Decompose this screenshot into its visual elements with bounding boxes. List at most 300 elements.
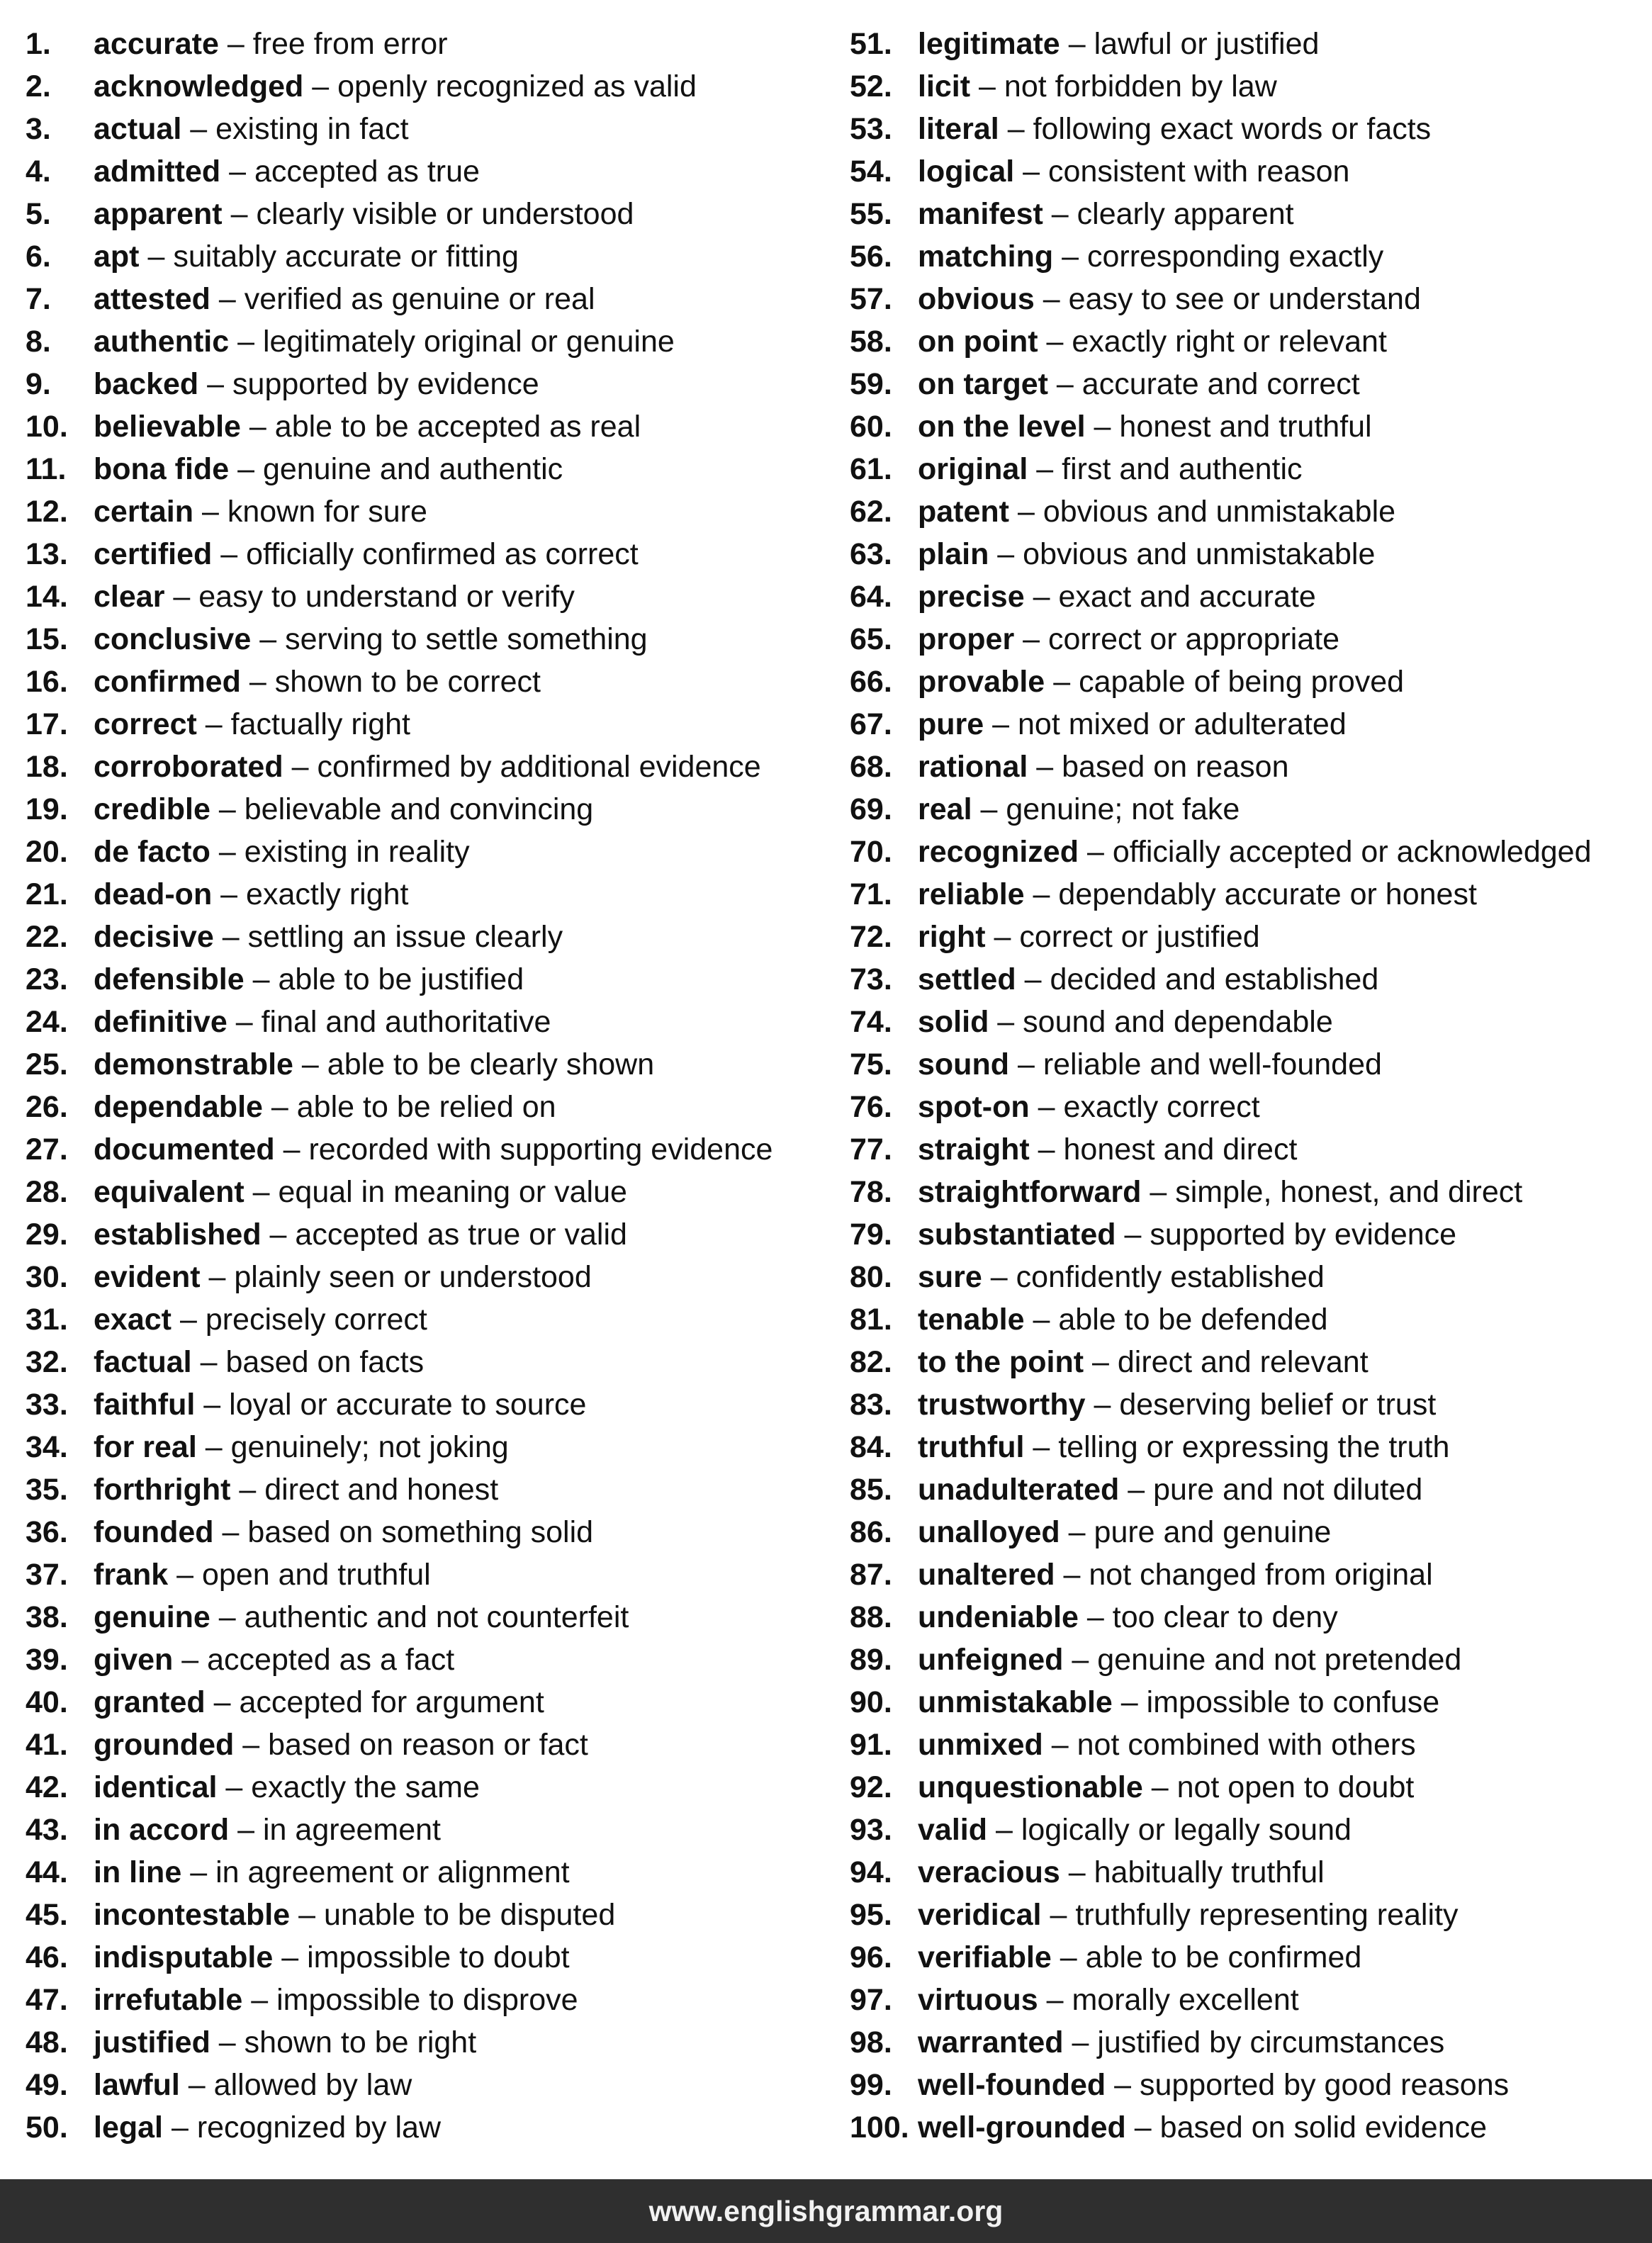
item-term: tenable	[918, 1303, 1025, 1337]
item-dash: –	[1017, 1047, 1035, 1081]
item-term: corroborated	[94, 750, 283, 784]
list-item	[850, 1553, 1643, 1596]
item-term: to the point	[918, 1345, 1084, 1379]
item-definition: pure and not diluted	[1153, 1473, 1423, 1507]
list-item	[26, 363, 826, 405]
item-definition: truthfully representing reality	[1075, 1898, 1459, 1932]
item-number: 16.	[26, 665, 68, 699]
item-number: 68.	[850, 750, 892, 784]
item-dash: –	[1043, 282, 1060, 316]
list-item	[850, 1724, 1643, 1766]
item-dash: –	[1062, 240, 1079, 274]
item-definition: based on reason or fact	[268, 1728, 588, 1762]
item-term: unmixed	[918, 1728, 1043, 1762]
item-number: 61.	[850, 452, 892, 486]
item-term: undeniable	[918, 1600, 1079, 1634]
item-term: grounded	[94, 1728, 235, 1762]
item-term: precise	[918, 580, 1025, 614]
list-item	[26, 1681, 826, 1724]
item-term: for real	[94, 1430, 197, 1464]
item-term: in line	[94, 1855, 182, 1889]
list-item	[26, 1128, 826, 1171]
list-item	[850, 1851, 1643, 1894]
item-number: 40.	[26, 1685, 68, 1719]
list-item	[850, 2106, 1643, 2149]
item-number: 20.	[26, 835, 68, 869]
list-item	[26, 533, 826, 575]
item-definition: serving to settle something	[285, 622, 648, 656]
item-number: 2.	[26, 69, 51, 103]
item-term: licit	[918, 69, 971, 103]
list-item	[26, 703, 826, 746]
item-number: 56.	[850, 240, 892, 274]
item-term: accurate	[94, 27, 219, 61]
list-item	[26, 448, 826, 490]
item-term: trustworthy	[918, 1388, 1086, 1422]
item-dash: –	[213, 1685, 231, 1719]
item-number: 59.	[850, 367, 892, 401]
item-number: 3.	[26, 112, 51, 146]
item-number: 94.	[850, 1855, 892, 1889]
item-definition: morally excellent	[1072, 1983, 1299, 2017]
item-number: 65.	[850, 622, 892, 656]
item-dash: –	[1036, 750, 1054, 784]
list-item	[850, 533, 1643, 575]
list-item	[850, 1936, 1643, 1979]
item-number: 80.	[850, 1260, 892, 1294]
item-number: 27.	[26, 1132, 68, 1167]
item-term: justified	[94, 2025, 210, 2059]
item-dash: –	[1023, 154, 1040, 189]
item-number: 75.	[850, 1047, 892, 1081]
list-item	[850, 575, 1643, 618]
item-number: 95.	[850, 1898, 892, 1932]
item-definition: recorded with supporting evidence	[308, 1132, 773, 1167]
item-term: attested	[94, 282, 210, 316]
item-number: 53.	[850, 112, 892, 146]
item-dash: –	[222, 1515, 240, 1549]
item-dash: –	[229, 154, 247, 189]
list-item	[850, 958, 1643, 1001]
item-definition: able to be defended	[1058, 1303, 1328, 1337]
item-definition: accepted as a fact	[207, 1643, 455, 1677]
item-dash: –	[1063, 1558, 1081, 1592]
item-number: 7.	[26, 282, 51, 316]
item-term: authentic	[94, 325, 230, 359]
list-item	[26, 108, 826, 150]
list-item	[26, 788, 826, 831]
item-number: 85.	[850, 1473, 892, 1507]
item-number: 89.	[850, 1643, 892, 1677]
item-term: certified	[94, 537, 213, 571]
item-dash: –	[218, 282, 236, 316]
list-item	[26, 1213, 826, 1256]
item-definition: justified by circumstances	[1097, 2025, 1445, 2059]
item-dash: –	[1033, 580, 1050, 614]
item-dash: –	[995, 1813, 1013, 1847]
item-dash: –	[1151, 1770, 1169, 1804]
item-dash: –	[1072, 2025, 1089, 2059]
footer-url[interactable]: www.englishgrammar.org	[648, 2195, 1004, 2227]
item-dash: –	[179, 1303, 197, 1337]
item-term: unfeigned	[918, 1643, 1064, 1677]
item-dash: –	[1033, 1430, 1050, 1464]
item-term: established	[94, 1218, 262, 1252]
item-term: legal	[94, 2110, 163, 2144]
item-dash: –	[235, 1005, 253, 1039]
list-item	[26, 1809, 826, 1851]
list-item	[26, 618, 826, 660]
item-number: 11.	[26, 452, 67, 486]
item-term: genuine	[94, 1600, 210, 1634]
item-definition: not forbidden by law	[1004, 69, 1277, 103]
item-definition: honest and direct	[1063, 1132, 1298, 1167]
item-definition: honest and truthful	[1119, 410, 1372, 444]
item-number: 1.	[26, 27, 51, 61]
item-term: acknowledged	[94, 69, 304, 103]
list-item	[26, 2021, 826, 2064]
item-number: 5.	[26, 197, 51, 231]
item-term: irrefutable	[94, 1983, 243, 2017]
item-number: 64.	[850, 580, 892, 614]
item-dash: –	[1150, 1175, 1167, 1209]
item-definition: suitably accurate or fitting	[173, 240, 519, 274]
item-number: 45.	[26, 1898, 68, 1932]
item-term: sound	[918, 1047, 1009, 1081]
item-definition: pure and genuine	[1094, 1515, 1332, 1549]
item-number: 82.	[850, 1345, 892, 1379]
item-definition: correct or justified	[1019, 920, 1260, 954]
list-item	[850, 320, 1643, 363]
item-number: 51.	[850, 27, 892, 61]
item-definition: accepted for argument	[239, 1685, 544, 1719]
item-term: apt	[94, 240, 140, 274]
item-number: 32.	[26, 1345, 68, 1379]
item-dash: –	[980, 792, 998, 826]
item-term: logical	[918, 154, 1015, 189]
list-item	[26, 1553, 826, 1596]
item-number: 28.	[26, 1175, 68, 1209]
item-term: warranted	[918, 2025, 1064, 2059]
list-item	[850, 746, 1643, 788]
item-term: de facto	[94, 835, 210, 869]
list-item	[26, 150, 826, 193]
item-definition: officially accepted or acknowledged	[1112, 835, 1592, 869]
list-item	[850, 831, 1643, 873]
item-term: decisive	[94, 920, 214, 954]
item-definition: easy to see or understand	[1068, 282, 1421, 316]
item-term: forthright	[94, 1473, 231, 1507]
item-dash: –	[1068, 1515, 1086, 1549]
item-definition: genuinely; not joking	[230, 1430, 509, 1464]
item-definition: clearly visible or understood	[256, 197, 634, 231]
item-term: recognized	[918, 835, 1079, 869]
item-dash: –	[1051, 197, 1069, 231]
item-term: demonstrable	[94, 1047, 293, 1081]
list-item	[850, 1894, 1643, 1936]
item-definition: obvious and unmistakable	[1023, 537, 1376, 571]
item-term: evident	[94, 1260, 201, 1294]
item-definition: in agreement or alignment	[215, 1855, 570, 1889]
item-number: 90.	[850, 1685, 892, 1719]
item-dash: –	[239, 1473, 257, 1507]
item-number: 63.	[850, 537, 892, 571]
item-definition: lawful or justified	[1094, 27, 1320, 61]
item-number: 66.	[850, 665, 892, 699]
list-item	[850, 1341, 1643, 1383]
item-number: 72.	[850, 920, 892, 954]
item-definition: shown to be right	[244, 2025, 477, 2059]
list-item	[26, 1256, 826, 1298]
item-dash: –	[218, 835, 236, 869]
item-dash: –	[218, 1600, 236, 1634]
item-definition: factually right	[230, 707, 410, 741]
item-number: 21.	[26, 877, 68, 911]
item-definition: based on solid evidence	[1159, 2110, 1488, 2144]
item-term: legitimate	[918, 27, 1060, 61]
list-item	[850, 1043, 1643, 1086]
item-definition: allowed by law	[213, 2068, 412, 2102]
item-dash: –	[188, 2068, 206, 2102]
item-dash: –	[252, 1175, 270, 1209]
item-dash: –	[298, 1898, 316, 1932]
item-dash: –	[269, 1218, 287, 1252]
item-definition: impossible to confuse	[1146, 1685, 1440, 1719]
item-number: 67.	[850, 707, 892, 741]
item-number: 87.	[850, 1558, 892, 1592]
item-dash: –	[997, 537, 1015, 571]
item-number: 8.	[26, 325, 51, 359]
item-term: documented	[94, 1132, 275, 1167]
item-term: certain	[94, 495, 194, 529]
list-item	[850, 363, 1643, 405]
item-dash: –	[218, 792, 236, 826]
item-dash: –	[222, 920, 240, 954]
item-definition: clearly apparent	[1077, 197, 1294, 231]
item-definition: exact and accurate	[1058, 580, 1316, 614]
item-definition: believable and convincing	[244, 792, 594, 826]
item-number: 39.	[26, 1643, 68, 1677]
list-item	[26, 1383, 826, 1426]
item-definition: shown to be correct	[274, 665, 541, 699]
list-item	[850, 1979, 1643, 2021]
item-term: founded	[94, 1515, 214, 1549]
list-item	[26, 1001, 826, 1043]
item-definition: impossible to disprove	[276, 1983, 578, 2017]
item-number: 69.	[850, 792, 892, 826]
list-item	[26, 660, 826, 703]
item-number: 93.	[850, 1813, 892, 1847]
item-dash: –	[1124, 1218, 1142, 1252]
item-number: 62.	[850, 495, 892, 529]
item-term: definitive	[94, 1005, 227, 1039]
list-item	[850, 703, 1643, 746]
item-definition: logically or legally sound	[1021, 1813, 1352, 1847]
list-item	[26, 1851, 826, 1894]
list-item	[26, 1298, 826, 1341]
item-term: matching	[918, 240, 1054, 274]
item-definition: officially confirmed as correct	[246, 537, 639, 571]
item-term: well-grounded	[918, 2110, 1126, 2144]
item-dash: –	[992, 707, 1010, 741]
item-number: 77.	[850, 1132, 892, 1167]
list-item	[26, 958, 826, 1001]
list-item	[26, 1638, 826, 1681]
item-term: unalloyed	[918, 1515, 1060, 1549]
item-dash: –	[190, 1855, 208, 1889]
item-term: indisputable	[94, 1940, 274, 1974]
list-item	[850, 65, 1643, 108]
list-item	[26, 278, 826, 320]
list-item	[26, 320, 826, 363]
item-dash: –	[173, 580, 191, 614]
list-item	[26, 916, 826, 958]
item-term: conclusive	[94, 622, 252, 656]
item-dash: –	[249, 410, 266, 444]
item-term: incontestable	[94, 1898, 291, 1932]
list-item	[850, 278, 1643, 320]
item-term: faithful	[94, 1388, 196, 1422]
item-dash: –	[1017, 495, 1035, 529]
item-number: 55.	[850, 197, 892, 231]
item-number: 73.	[850, 962, 892, 996]
item-dash: –	[301, 1047, 319, 1081]
item-dash: –	[1068, 27, 1086, 61]
item-number: 37.	[26, 1558, 68, 1592]
item-dash: –	[237, 325, 255, 359]
item-term: literal	[918, 112, 999, 146]
item-definition: not combined with others	[1077, 1728, 1416, 1762]
list-item	[850, 1256, 1643, 1298]
list-item	[850, 1596, 1643, 1638]
item-dash: –	[1134, 2110, 1152, 2144]
item-definition: following exact words or facts	[1033, 112, 1432, 146]
item-definition: accurate and correct	[1081, 367, 1360, 401]
list-item	[850, 1171, 1643, 1213]
list-item	[850, 150, 1643, 193]
item-definition: first and authentic	[1062, 452, 1303, 486]
item-number: 43.	[26, 1813, 68, 1847]
item-dash: –	[1092, 1345, 1109, 1379]
item-dash: –	[259, 622, 277, 656]
item-dash: –	[176, 1558, 194, 1592]
item-dash: –	[237, 452, 254, 486]
item-term: provable	[918, 665, 1045, 699]
item-term: exact	[94, 1303, 172, 1337]
item-number: 26.	[26, 1090, 68, 1124]
item-definition: equal in meaning or value	[278, 1175, 627, 1209]
word-list-column-right	[850, 23, 1643, 2149]
item-definition: confidently established	[1016, 1260, 1325, 1294]
item-term: valid	[918, 1813, 987, 1847]
item-dash: –	[1086, 1600, 1104, 1634]
item-number: 18.	[26, 750, 68, 784]
item-dash: –	[1094, 1388, 1111, 1422]
item-number: 38.	[26, 1600, 68, 1634]
item-definition: existing in reality	[244, 835, 470, 869]
item-number: 74.	[850, 1005, 892, 1039]
item-dash: –	[1114, 2068, 1132, 2102]
item-number: 54.	[850, 154, 892, 189]
item-definition: loyal or accurate to source	[229, 1388, 587, 1422]
item-term: confirmed	[94, 665, 241, 699]
list-item	[26, 1426, 826, 1468]
item-term: actual	[94, 112, 182, 146]
item-number: 10.	[26, 410, 68, 444]
item-number: 44.	[26, 1855, 68, 1889]
list-item	[26, 1936, 826, 1979]
item-term: defensible	[94, 962, 245, 996]
list-item	[850, 108, 1643, 150]
item-number: 35.	[26, 1473, 68, 1507]
list-item	[850, 788, 1643, 831]
list-item	[850, 1213, 1643, 1256]
list-item	[26, 1511, 826, 1553]
item-term: equivalent	[94, 1175, 245, 1209]
list-item	[26, 235, 826, 278]
item-number: 70.	[850, 835, 892, 869]
item-definition: accepted as true	[254, 154, 480, 189]
item-definition: able to be confirmed	[1085, 1940, 1362, 1974]
item-dash: –	[1033, 877, 1050, 911]
item-definition: unable to be disputed	[324, 1898, 616, 1932]
item-term: dead-on	[94, 877, 213, 911]
list-item	[850, 1086, 1643, 1128]
item-term: proper	[918, 622, 1015, 656]
list-item	[850, 1809, 1643, 1851]
item-term: original	[918, 452, 1028, 486]
item-definition: accepted as true or valid	[295, 1218, 627, 1252]
item-definition: based on something solid	[247, 1515, 594, 1549]
item-dash: –	[283, 1132, 300, 1167]
item-number: 50.	[26, 2110, 68, 2144]
item-term: real	[918, 792, 972, 826]
item-dash: –	[190, 112, 208, 146]
item-number: 14.	[26, 580, 68, 614]
item-number: 92.	[850, 1770, 892, 1804]
item-definition: consistent with reason	[1048, 154, 1350, 189]
item-number: 49.	[26, 2068, 68, 2102]
item-number: 60.	[850, 410, 892, 444]
item-number: 98.	[850, 2025, 892, 2059]
item-term: on target	[918, 367, 1048, 401]
item-definition: easy to understand or verify	[198, 580, 575, 614]
item-definition: supported by evidence	[232, 367, 539, 401]
item-definition: known for sure	[227, 495, 427, 529]
list-item	[26, 2106, 826, 2149]
item-definition: not open to doubt	[1176, 1770, 1415, 1804]
item-dash: –	[979, 69, 996, 103]
list-item	[850, 1511, 1643, 1553]
item-definition: able to be accepted as real	[274, 410, 641, 444]
item-dash: –	[1046, 1983, 1064, 2017]
item-dash: –	[1007, 112, 1025, 146]
item-number: 47.	[26, 1983, 68, 2017]
item-term: apparent	[94, 197, 223, 231]
item-definition: open and truthful	[201, 1558, 431, 1592]
item-number: 23.	[26, 962, 68, 996]
list-item	[26, 1341, 826, 1383]
list-item	[26, 1894, 826, 1936]
item-number: 19.	[26, 792, 68, 826]
item-term: veracious	[918, 1855, 1060, 1889]
item-number: 71.	[850, 877, 892, 911]
word-list-column-left	[26, 23, 826, 2149]
item-number: 79.	[850, 1218, 892, 1252]
item-number: 13.	[26, 537, 68, 571]
list-item	[850, 873, 1643, 916]
item-term: given	[94, 1643, 174, 1677]
